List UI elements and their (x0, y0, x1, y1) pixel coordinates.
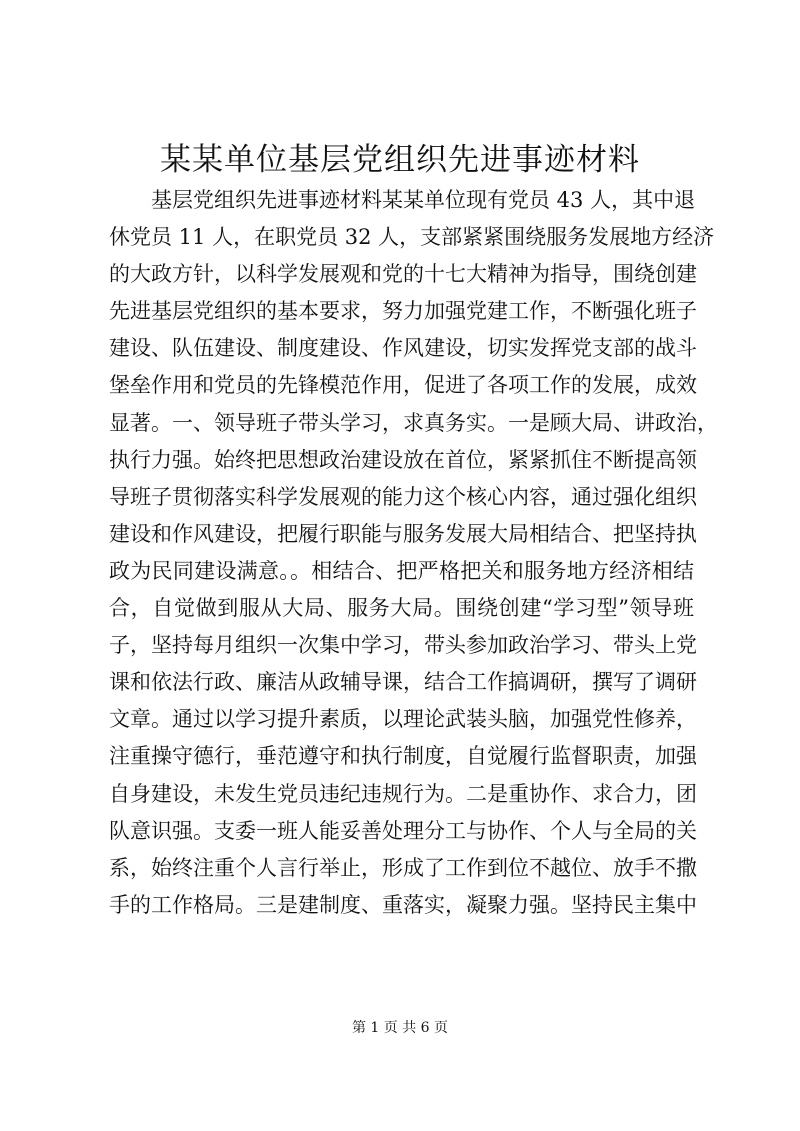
body-line: 建设、队伍建设、制度建设、作风建设，切实发挥党支部的战斗 (109, 336, 697, 361)
body-line: 基层党组织先进事迹材料某某单位现有党员 43 人，其中退 (109, 188, 696, 212)
body-line: 政为民同建设满意。。相结合、把严格把关和服务地方经济相结 (109, 558, 694, 583)
body-line: 显著。一、领导班子带头学习，求真务实。一是顾大局、讲政治， (109, 410, 718, 435)
document-body (109, 182, 718, 924)
body-line: 的大政方针，以科学发展观和党的十七大精神为指导，围绕创建 (109, 262, 697, 287)
body-line: 手的工作格局。三是建制度、重落实，凝聚力强。坚持民主集中 (109, 892, 697, 917)
body-line: 队意识强。支委一班人能妥善处理分工与协作、个人与全局的关 (109, 818, 697, 843)
body-line: 执行力强。始终把思想政治建设放在首位，紧紧抓住不断提高领 (109, 447, 697, 472)
body-line: 自身建设，未发生党员违纪违规行为。二是重协作、求合力，团 (109, 781, 697, 806)
body-line: 堡垒作用和党员的先锋模范作用，促进了各项工作的发展，成效 (109, 373, 697, 398)
body-line: 导班子贯彻落实科学发展观的能力这个核心内容，通过强化组织 (109, 484, 697, 509)
body-line: 合，自觉做到服从大局、服务大局。围绕创建“学习型”领导班 (109, 596, 694, 621)
body-line: 休党员 11 人，在职党员 32 人，支部紧紧围绕服务发展地方经济 (109, 225, 715, 250)
document-title: 某某单位基层党组织先进事迹材料 (160, 142, 640, 178)
body-line: 先进基层党组织的基本要求，努力加强党建工作，不断强化班子 (109, 299, 697, 324)
body-line: 建设和作风建设，把履行职能与服务发展大局相结合、把坚持执 (109, 521, 697, 546)
body-line: 子，坚持每月组织一次集中学习，带头参加政治学习、带头上党 (109, 633, 697, 658)
body-line: 文章。通过以学习提升素质，以理论武装头脑，加强党性修养， (109, 707, 697, 732)
body-line: 注重操守德行，垂范遵守和执行制度，自觉履行监督职责，加强 (109, 744, 697, 769)
body-line: 课和依法行政、廉洁从政辅导课，结合工作搞调研，撰写了调研 (109, 670, 697, 695)
page-number: 第 1 页 共 6 页 (351, 1020, 449, 1036)
body-line: 系，始终注重个人言行举止，形成了工作到位不越位、放手不撒 (109, 855, 697, 880)
